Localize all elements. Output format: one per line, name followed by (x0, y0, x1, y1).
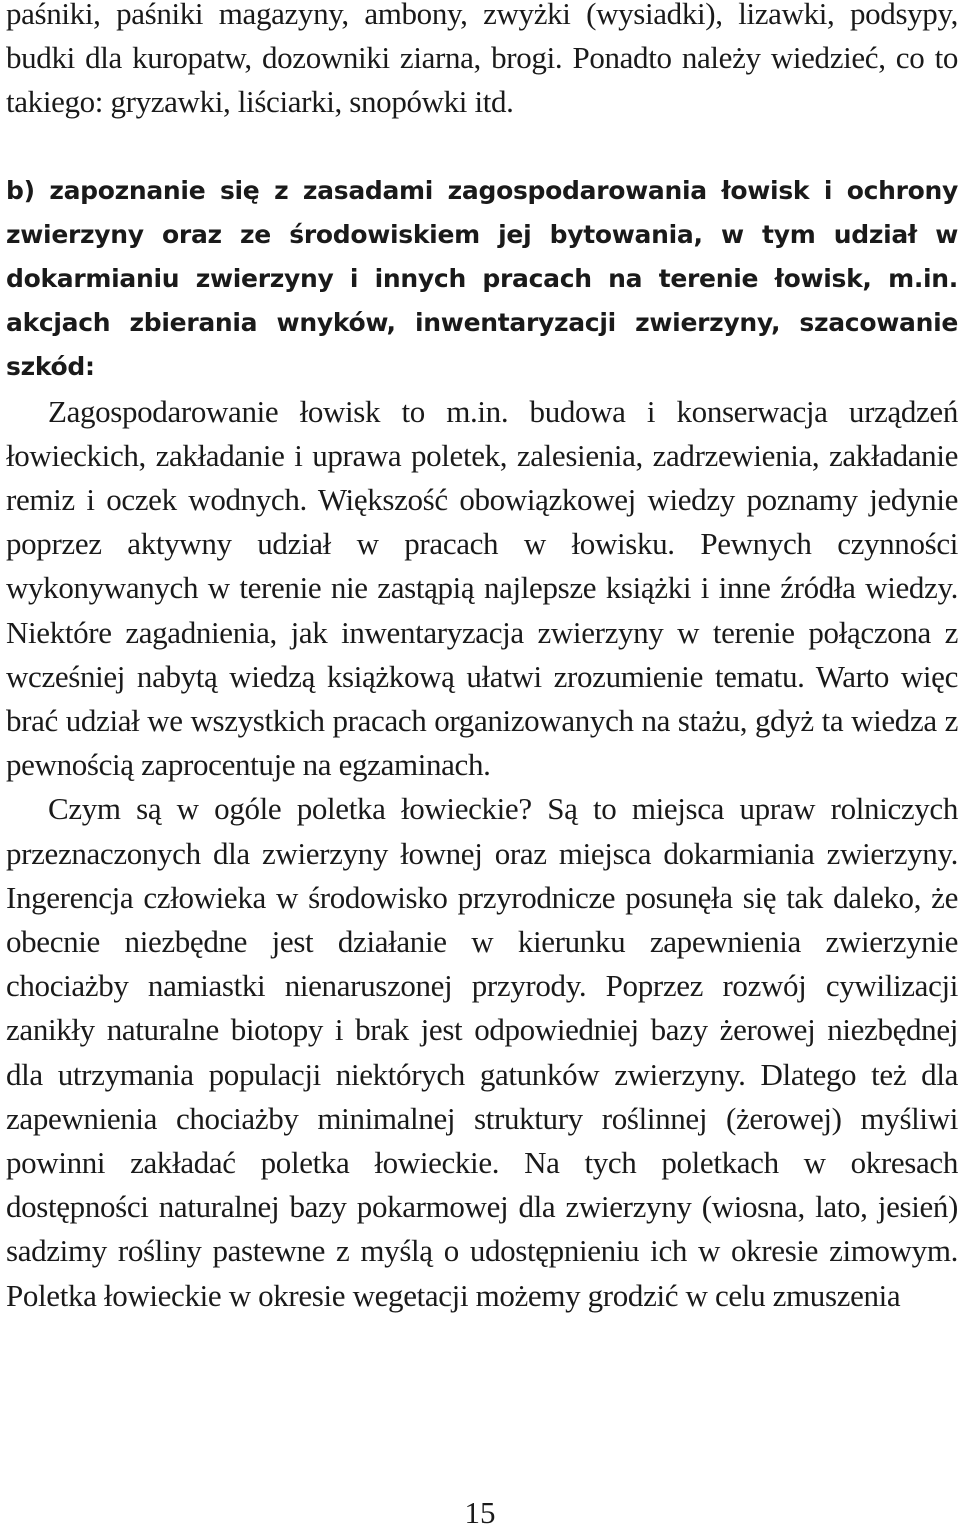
paragraph-1: Zagospodarowanie łowisk to m.in. budowa i konserwacja urządzeń łowieckich, zakładanie i uprawa poletek, zalesienia, zadrzewienia, zakładanie remiz i oczek wodnych. Większość obowiązkowej wiedzy poznamy jedynie poprzez aktywny udział w pracach w łowisku. Pewnych czynności wykonywanych w terenie nie zastąpią najlepsze książki i inne źródła wiedzy. Niektóre zagadnienia, jak inwentaryzacja zwierzyny w terenie połączona z wcześniej nabytą wiedzą książkową ułatwi zrozumienie tematu. Warto więc brać udział we wszystkich pracach organizowanych na stażu, gdyż ta wiedza z pewnością zaprocentuje na egzaminach. (6, 393, 958, 783)
section-heading: b) zapoznanie się z zasadami zagospodarowania łowisk i ochrony zwierzyny oraz ze środowiskiem jej bytowania, w tym udział w dokarmianiu zwierzyny i innych pracach na terenie łowisk, m.in. akcjach zbierania wnyków, inwentaryzacji zwierzyny, szacowanie szkód: (6, 175, 958, 382)
intro-paragraph: paśniki, paśniki magazyny, ambony, zwyżki (wysiadki), lizawki, podsypy, budki dla kuropatw, dozowniki ziarna, brogi. Ponadto należy wiedzieć, co to takiego: gryzawki, liściarki, snopówki itd. (6, 0, 958, 120)
paragraph-2: Czym są w ogóle poletka łowieckie? Są to miejsca upraw rolniczych przeznaczonych dla zwierzyny łownej oraz miejsca dokarmiania zwierzyny. Ingerencja człowieka w środowisko przyrodnicze posunęła się tak daleko, że obecnie niezbędne jest działanie w kierunku zapewnienia zwierzynie chociażby namiastki nienaruszonej przyrody. Poprzez rozwój cywilizacji zanikły naturalne biotopy i brak jest odpowiedniej bazy żerowej niezbędnej dla utrzymania populacji niektórych gatunków zwierzyny. Dlatego też dla zapewnienia chociażby minimalnej struktury roślinnej (żerowej) myśliwi powinni zakładać poletka łowieckie. Na tych poletkach w okresach dostępności naturalnej bazy pokarmowej dla zwierzyny (wiosna, lato, jesień) sadzimy rośliny pastewne z myślą o udostępnieniu ich w okresie zimowym. Poletka łowieckie w okresie wegetacji możemy grodzić w celu zmuszenia (6, 791, 958, 1313)
page-number: 15 (464, 1495, 496, 1530)
document-page (6, 0, 958, 1531)
